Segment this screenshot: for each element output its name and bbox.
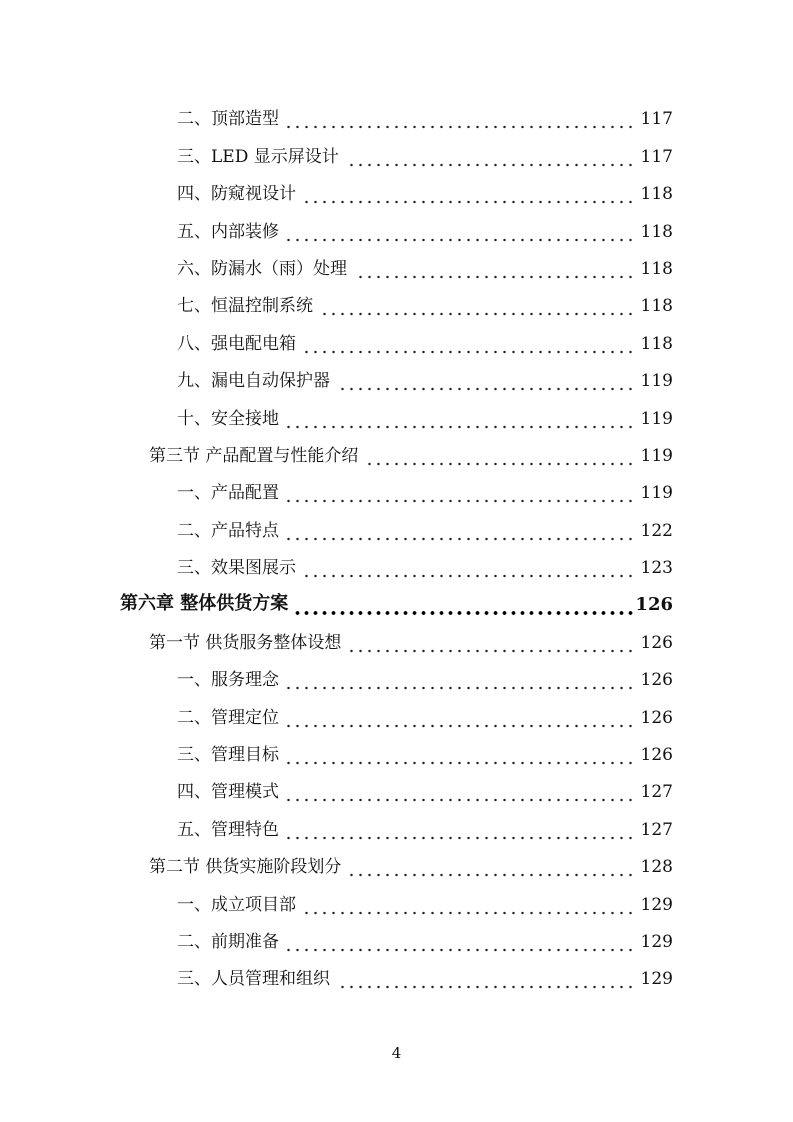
toc-entry[interactable] — [0, 511, 793, 548]
toc-entry-page: 118 — [640, 333, 673, 354]
toc-entry-title: 三、LED 显示屏设计 — [177, 146, 339, 167]
toc-entry-page: 117 — [640, 146, 673, 167]
toc-entry-page: 126 — [640, 707, 673, 728]
toc-entry[interactable] — [0, 773, 793, 810]
table-of-contents — [0, 100, 793, 997]
toc-entry-page: 126 — [640, 670, 673, 691]
toc-entry-title: 第一节 供货服务整体设想 — [149, 632, 342, 653]
dot-leader — [302, 574, 635, 578]
toc-entry-title: 十、安全接地 — [177, 408, 279, 429]
page-number: 4 — [391, 1044, 402, 1062]
toc-entry-title: 七、恒温控制系统 — [177, 296, 313, 317]
toc-entry-title: 一、服务理念 — [177, 670, 279, 691]
toc-entry[interactable] — [0, 212, 793, 249]
toc-entry[interactable] — [0, 175, 793, 212]
toc-entry-page: 129 — [640, 931, 673, 952]
toc-entry-title: 四、管理模式 — [177, 782, 279, 803]
toc-entry[interactable] — [0, 960, 793, 997]
dot-leader — [285, 761, 635, 765]
toc-entry[interactable] — [0, 549, 793, 586]
toc-entry[interactable] — [0, 137, 793, 174]
dot-leader — [347, 649, 635, 653]
dot-leader — [285, 425, 635, 429]
toc-entry-page: 122 — [640, 520, 673, 541]
toc-entry-title: 三、管理目标 — [177, 745, 279, 766]
toc-entry-page: 129 — [640, 969, 673, 990]
toc-entry[interactable] — [0, 661, 793, 698]
toc-entry-title: 三、人员管理和组织 — [177, 969, 330, 990]
dot-leader — [285, 686, 635, 690]
toc-entry-title: 五、内部装修 — [177, 221, 279, 242]
toc-entry-title: 六、防漏水（雨）处理 — [177, 258, 347, 279]
dot-leader — [285, 537, 635, 541]
dot-leader — [336, 985, 635, 989]
toc-entry[interactable] — [0, 810, 793, 847]
toc-entry-page: 119 — [640, 371, 673, 392]
toc-entry-page: 117 — [640, 109, 673, 130]
toc-entry[interactable] — [0, 586, 793, 623]
toc-entry[interactable] — [0, 623, 793, 660]
toc-entry-page: 118 — [640, 221, 673, 242]
toc-entry-page: 123 — [640, 558, 673, 579]
toc-entry-page: 119 — [640, 408, 673, 429]
toc-entry-title: 二、顶部造型 — [177, 109, 279, 130]
dot-leader — [294, 611, 635, 615]
toc-entry-page: 129 — [640, 894, 673, 915]
dot-leader — [302, 200, 635, 204]
dot-leader — [285, 125, 635, 129]
dot-leader — [302, 350, 635, 354]
toc-entry[interactable] — [0, 324, 793, 361]
toc-entry-title: 二、管理定位 — [177, 707, 279, 728]
dot-leader — [347, 873, 635, 877]
toc-entry-page: 128 — [640, 857, 673, 878]
toc-entry-page: 126 — [635, 594, 673, 616]
toc-entry-title: 五、管理特色 — [177, 819, 279, 840]
toc-entry-title: 一、成立项目部 — [177, 894, 296, 915]
dot-leader — [285, 798, 635, 802]
toc-entry-page: 126 — [640, 745, 673, 766]
toc-entry[interactable] — [0, 362, 793, 399]
toc-entry[interactable] — [0, 100, 793, 137]
dot-leader — [285, 499, 635, 503]
toc-entry-page: 127 — [640, 782, 673, 803]
dot-leader — [319, 312, 635, 316]
toc-entry[interactable] — [0, 437, 793, 474]
toc-entry-title: 第二节 供货实施阶段划分 — [149, 857, 342, 878]
toc-entry[interactable] — [0, 848, 793, 885]
toc-entry[interactable] — [0, 250, 793, 287]
dot-leader — [336, 387, 635, 391]
toc-entry-page: 118 — [640, 296, 673, 317]
toc-entry-title: 第三节 产品配置与性能介绍 — [149, 445, 359, 466]
dot-leader — [285, 724, 635, 728]
dot-leader — [364, 462, 635, 466]
toc-entry-title: 二、前期准备 — [177, 931, 279, 952]
toc-entry-title: 二、产品特点 — [177, 520, 279, 541]
toc-entry-title: 四、防窥视设计 — [177, 184, 296, 205]
toc-entry-page: 118 — [640, 258, 673, 279]
dot-leader — [353, 275, 635, 279]
toc-entry-title: 九、漏电自动保护器 — [177, 371, 330, 392]
dot-leader — [285, 948, 635, 952]
toc-entry-title: 一、产品配置 — [177, 483, 279, 504]
toc-entry[interactable] — [0, 474, 793, 511]
dot-leader — [285, 836, 635, 840]
toc-entry-page: 119 — [640, 483, 673, 504]
toc-entry-page: 118 — [640, 184, 673, 205]
toc-entry-title: 八、强电配电箱 — [177, 333, 296, 354]
toc-entry-title: 三、效果图展示 — [177, 558, 296, 579]
toc-entry-title: 第六章 整体供货方案 — [120, 593, 289, 615]
toc-entry-page: 127 — [640, 819, 673, 840]
toc-entry[interactable] — [0, 287, 793, 324]
toc-entry[interactable] — [0, 698, 793, 735]
toc-entry[interactable] — [0, 885, 793, 922]
toc-entry[interactable] — [0, 736, 793, 773]
dot-leader — [285, 238, 635, 242]
dot-leader — [345, 163, 635, 167]
dot-leader — [302, 911, 635, 915]
toc-entry[interactable] — [0, 923, 793, 960]
toc-entry-page: 126 — [640, 632, 673, 653]
toc-entry[interactable] — [0, 399, 793, 436]
toc-entry-page: 119 — [640, 445, 673, 466]
